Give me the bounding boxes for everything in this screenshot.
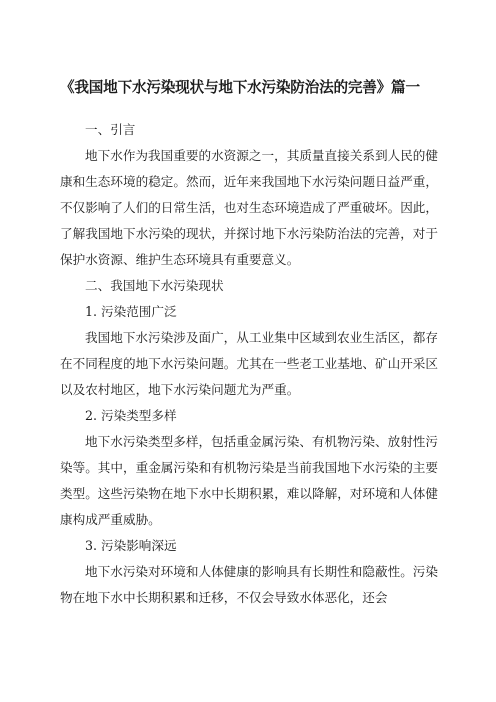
section-heading-current-status: 二、我国地下水污染现状 bbox=[85, 278, 224, 293]
document-body bbox=[60, 117, 438, 611]
section-heading-introduction: 一、引言 bbox=[85, 122, 136, 137]
paragraph-pollution-types: 地下水污染类型多样，包括重金属污染、有机物污染、放射性污染等。其中，重金属污染和有机物污染是当前我国地下水污染的主要类型。这些污染物在地下水中长期积累，难以降解，对环境和人体健康构成严重威胁。 bbox=[60, 434, 438, 527]
subheading-pollution-types: 2. 污染类型多样 bbox=[85, 408, 177, 423]
paragraph-pollution-impact: 地下水污染对环境和人体健康的影响具有长期性和隐蔽性。污染物在地下水中长期积累和迁移，不仅会导致水体恶化，还会 bbox=[60, 564, 438, 605]
document-title: 《我国地下水污染现状与地下水污染防治法的完善》篇一 bbox=[60, 79, 420, 96]
paragraph-introduction: 地下水作为我国重要的水资源之一，其质量直接关系到人民的健康和生态环境的稳定。然而，近年来我国地下水污染问题日益严重，不仅影响了人们的日常生活，也对生态环境造成了严重破坏。因此，了解我国地下水污染的现状，并探讨地下水污染防治法的完善，对于保护水资源、维护生态环境具有重要意义。 bbox=[60, 148, 438, 267]
subheading-pollution-impact: 3. 污染影响深远 bbox=[85, 538, 177, 553]
subheading-pollution-scope: 1. 污染范围广泛 bbox=[85, 304, 177, 319]
paragraph-pollution-scope: 我国地下水污染涉及面广，从工业集中区域到农业生活区，都存在不同程度的地下水污染问题。尤其在一些老工业基地、矿山开采区以及农村地区，地下水污染问题尤为严重。 bbox=[60, 330, 438, 397]
